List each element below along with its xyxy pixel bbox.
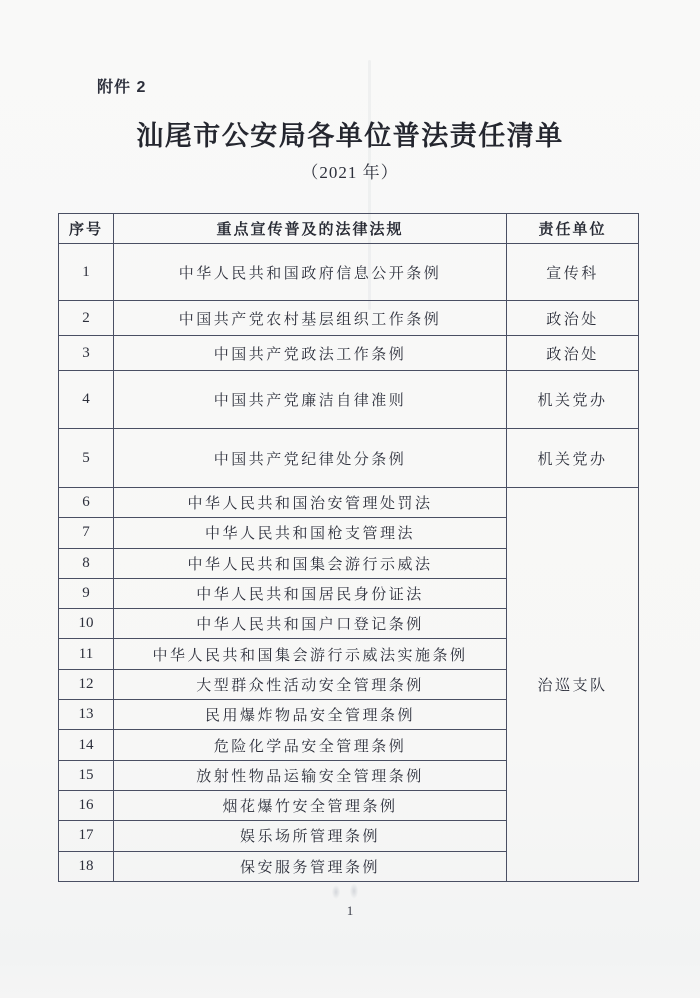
- row-number-cell: 4: [59, 371, 114, 429]
- table-row: [59, 429, 639, 488]
- law-name-cell: 中华人民共和国集会游行示威法实施条例: [114, 639, 507, 669]
- law-name-cell: 中华人民共和国治安管理处罚法: [114, 488, 507, 518]
- row-number-cell: 16: [59, 790, 114, 820]
- row-number-cell: 9: [59, 578, 114, 608]
- law-name-cell: 放射性物品运输安全管理条例: [114, 760, 507, 790]
- responsible-unit-cell: 宣传科: [507, 244, 639, 301]
- table-row: [59, 301, 639, 336]
- attachment-label: 附件 2: [97, 79, 147, 96]
- law-name-cell: 娱乐场所管理条例: [114, 821, 507, 851]
- row-number-cell: 15: [59, 760, 114, 790]
- header-row: [59, 214, 639, 244]
- responsible-unit-cell: 机关党办: [507, 429, 639, 488]
- row-number-cell: 12: [59, 669, 114, 699]
- law-name-cell: 中华人民共和国政府信息公开条例: [114, 244, 507, 301]
- page-subtitle: （2021 年）: [301, 163, 399, 182]
- law-name-cell: 大型群众性活动安全管理条例: [114, 669, 507, 699]
- law-name-cell: 保安服务管理条例: [114, 851, 507, 881]
- table-row: [59, 336, 639, 371]
- law-name-cell: 中华人民共和国集会游行示威法: [114, 548, 507, 578]
- responsible-unit-cell: 政治处: [507, 301, 639, 336]
- law-name-cell: 中国共产党廉洁自律准则: [114, 371, 507, 429]
- responsibility-table: [58, 213, 639, 882]
- row-number-cell: 17: [59, 821, 114, 851]
- law-name-cell: 中华人民共和国户口登记条例: [114, 609, 507, 639]
- row-number-cell: 13: [59, 700, 114, 730]
- law-name-cell: 危险化学品安全管理条例: [114, 730, 507, 760]
- header-cell-number: 序号: [59, 214, 114, 244]
- row-number-cell: 1: [59, 244, 114, 301]
- responsible-unit-cell: 治巡支队: [507, 488, 639, 882]
- row-number-cell: 3: [59, 336, 114, 371]
- scan-artifact: [328, 882, 362, 904]
- table-row: [59, 244, 639, 301]
- row-number-cell: 5: [59, 429, 114, 488]
- table-body: [59, 244, 639, 882]
- table-row: [59, 488, 639, 518]
- header-cell-unit: 责任单位: [507, 214, 639, 244]
- row-number-cell: 2: [59, 301, 114, 336]
- responsible-unit-cell: 政治处: [507, 336, 639, 371]
- law-name-cell: 中华人民共和国居民身份证法: [114, 578, 507, 608]
- row-number-cell: 6: [59, 488, 114, 518]
- row-number-cell: 11: [59, 639, 114, 669]
- table-header: [59, 214, 639, 244]
- law-name-cell: 中华人民共和国枪支管理法: [114, 518, 507, 548]
- law-name-cell: 中国共产党农村基层组织工作条例: [114, 301, 507, 336]
- page-title: 汕尾市公安局各单位普法责任清单: [136, 121, 564, 151]
- row-number-cell: 10: [59, 609, 114, 639]
- table-row: [59, 371, 639, 429]
- page-number: 1: [346, 903, 354, 918]
- row-number-cell: 7: [59, 518, 114, 548]
- row-number-cell: 8: [59, 548, 114, 578]
- header-cell-law: 重点宣传普及的法律法规: [114, 214, 507, 244]
- law-name-cell: 烟花爆竹安全管理条例: [114, 790, 507, 820]
- row-number-cell: 14: [59, 730, 114, 760]
- law-name-cell: 中国共产党政法工作条例: [114, 336, 507, 371]
- law-name-cell: 中国共产党纪律处分条例: [114, 429, 507, 488]
- responsible-unit-cell: 机关党办: [507, 371, 639, 429]
- law-name-cell: 民用爆炸物品安全管理条例: [114, 700, 507, 730]
- row-number-cell: 18: [59, 851, 114, 881]
